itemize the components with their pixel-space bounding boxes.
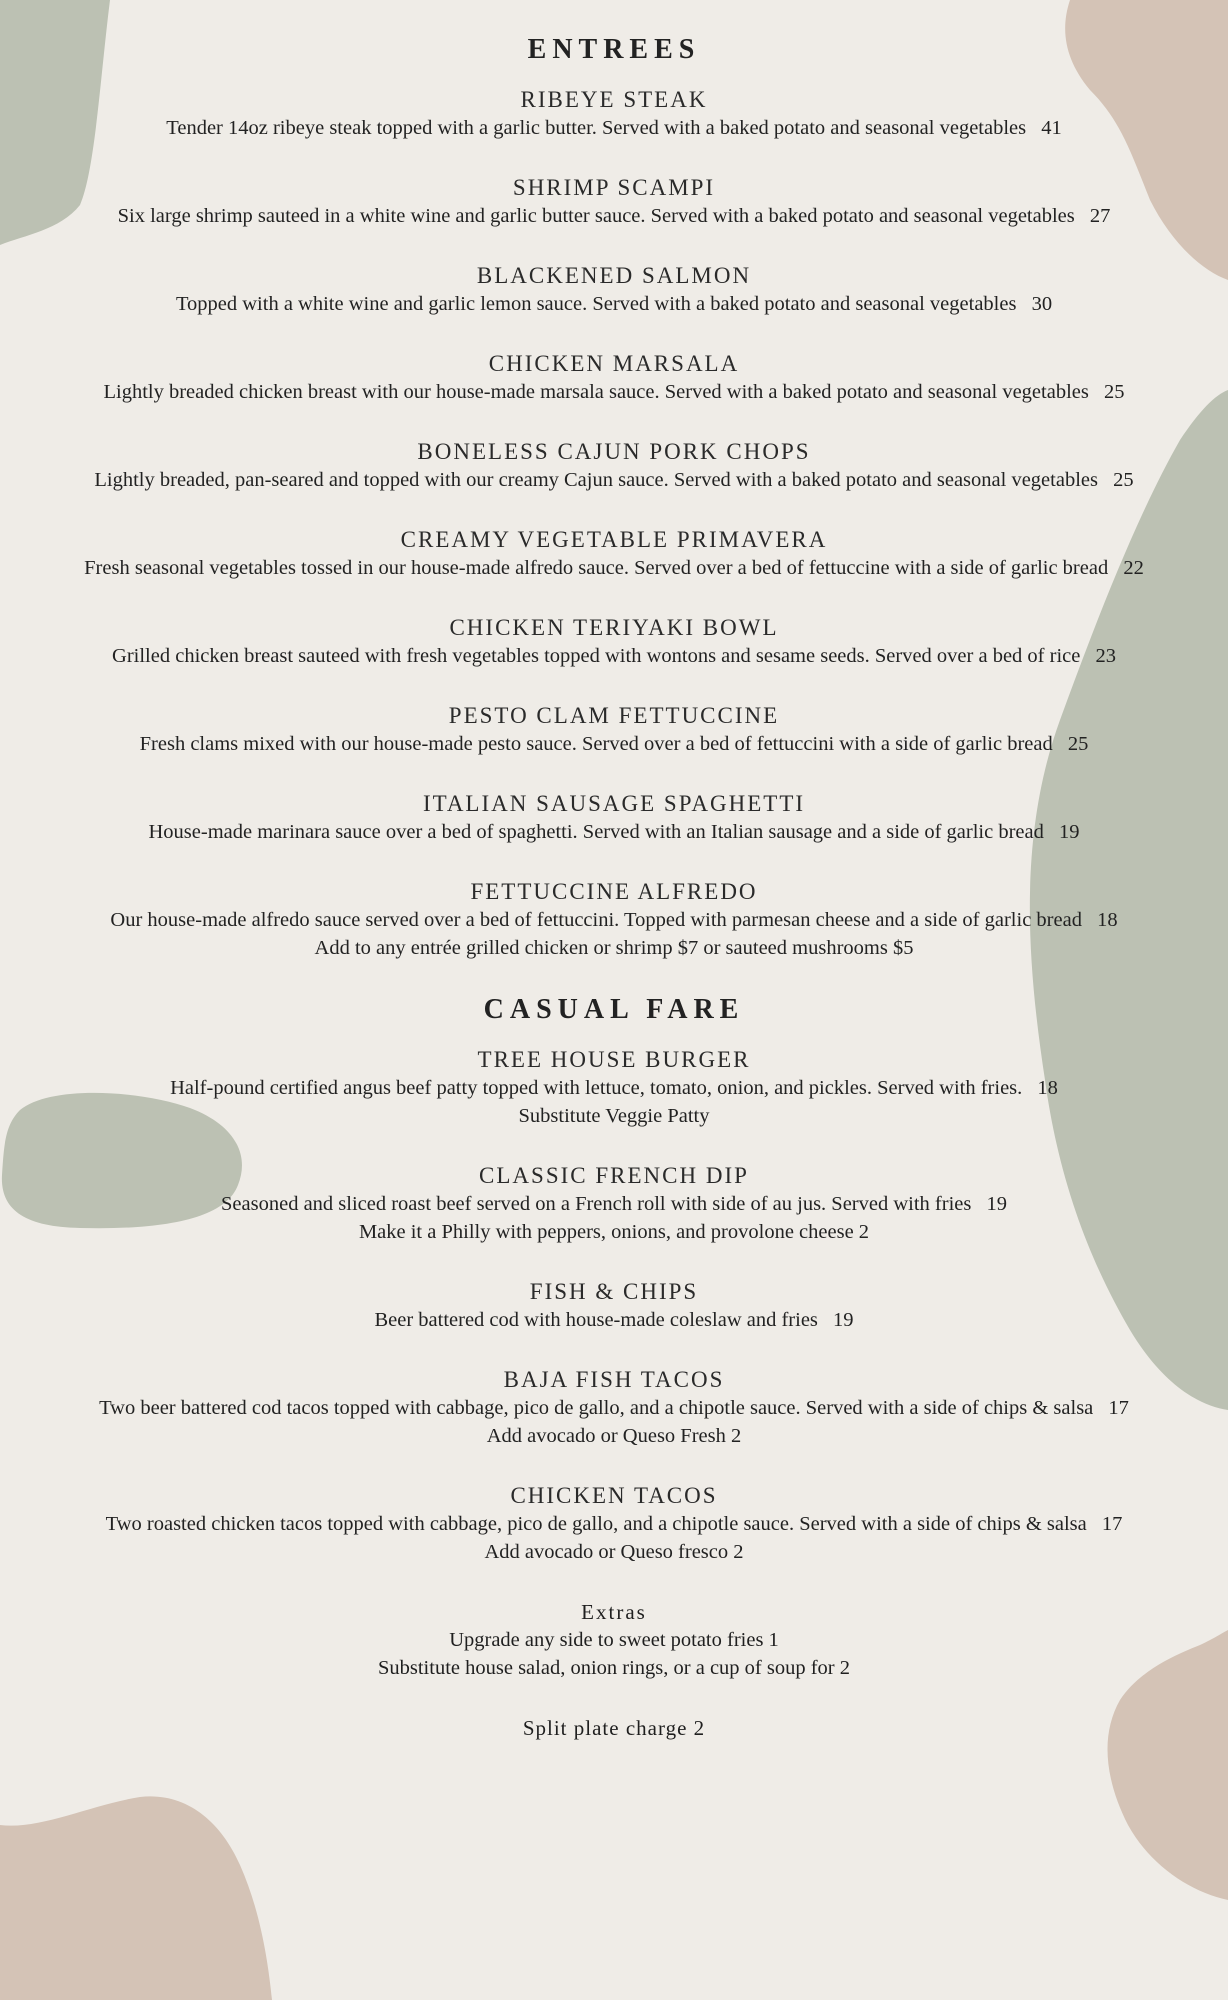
- menu-item: [40, 438, 1188, 494]
- menu-item: [40, 1366, 1188, 1450]
- menu-item: [40, 1046, 1188, 1130]
- menu-item-name: FISH & CHIPS: [529, 1279, 699, 1304]
- menu-item: [40, 790, 1188, 846]
- menu-item: [40, 1278, 1188, 1334]
- menu-item-description-text: Tender 14oz ribeye steak topped with a garlic butter. Served with a baked potato and seasonal vegetables: [166, 117, 1027, 139]
- menu-item-description-text: Two beer battered cod tacos topped with cabbage, pico de gallo, and a chipotle sauce. Served with a side of chips & salsa: [99, 1397, 1094, 1419]
- menu-item-name: FETTUCCINE ALFREDO: [470, 879, 758, 904]
- menu-item-description: [40, 1394, 1188, 1422]
- menu-item-add-on: Add to any entrée grilled chicken or shrimp $7 or sauteed mushrooms $5: [314, 937, 914, 959]
- menu-item-price: 22: [1123, 557, 1144, 579]
- menu-item-price: 19: [833, 1309, 854, 1331]
- menu-item-price: 18: [1037, 1077, 1058, 1099]
- casual-fare-list: [40, 1046, 1188, 1566]
- menu-item-description: [40, 554, 1188, 582]
- menu-item-name: CREAMY VEGETABLE PRIMAVERA: [400, 527, 828, 552]
- menu-item-description: [40, 906, 1188, 934]
- section-title: CASUAL FARE: [483, 994, 745, 1025]
- menu-item-description: [40, 1074, 1188, 1102]
- menu-item-add-on: Make it a Philly with peppers, onions, and provolone cheese 2: [358, 1221, 870, 1243]
- menu-item-description-text: Two roasted chicken tacos topped with cabbage, pico de gallo, and a chipotle sauce. Served with a side of chips & salsa: [105, 1513, 1087, 1535]
- section-title: ENTREES: [527, 34, 701, 65]
- menu-item-description-text: Fresh clams mixed with our house-made pesto sauce. Served over a bed of fettuccini with a side of garlic bread: [139, 733, 1053, 755]
- entrees-section: [40, 34, 1188, 962]
- menu-item-price: 23: [1095, 645, 1116, 667]
- menu-item-name: TREE HOUSE BURGER: [477, 1047, 751, 1072]
- menu-item-price: 18: [1097, 909, 1118, 931]
- menu-item-description-text: House-made marinara sauce over a bed of spaghetti. Served with an Italian sausage and a side of garlic bread: [148, 821, 1044, 843]
- menu-item: [40, 526, 1188, 582]
- menu-item: [40, 614, 1188, 670]
- menu-item-name: CHICKEN TACOS: [510, 1483, 718, 1508]
- extras-line: Substitute house salad, onion rings, or a cup of soup for 2: [377, 1657, 850, 1679]
- menu-item-description: [40, 1306, 1188, 1334]
- menu-item-price: 25: [1113, 469, 1134, 491]
- menu-item-add-on: Substitute Veggie Patty: [518, 1105, 710, 1127]
- menu-item-name: PESTO CLAM FETTUCCINE: [448, 703, 780, 728]
- menu-item: [40, 1162, 1188, 1246]
- menu-item-add-on: Add avocado or Queso Fresh 2: [486, 1425, 742, 1447]
- menu-item-name: BAJA FISH TACOS: [503, 1367, 725, 1392]
- menu-item-name: SHRIMP SCAMPI: [512, 175, 716, 200]
- menu-item: [40, 86, 1188, 142]
- menu-item-price: 41: [1041, 117, 1062, 139]
- menu-item-price: 25: [1103, 381, 1125, 403]
- menu: [40, 34, 1188, 1741]
- menu-item-description-text: Half-pound certified angus beef patty topped with lettuce, tomato, onion, and pickles. Served with fries.: [170, 1077, 1023, 1099]
- menu-item-description: [40, 818, 1188, 846]
- menu-item-add-on: Add avocado or Queso fresco 2: [484, 1541, 744, 1563]
- menu-item-description-text: Lightly breaded chicken breast with our house-made marsala sauce. Served with a baked potato and seasonal vegetables: [103, 381, 1089, 403]
- menu-item-name: BLACKENED SALMON: [476, 263, 752, 288]
- menu-item-description: [40, 730, 1188, 758]
- menu-item: [40, 350, 1188, 406]
- menu-item-name: CHICKEN TERIYAKI BOWL: [449, 615, 779, 640]
- menu-item-price: 19: [986, 1193, 1007, 1215]
- menu-item-description-text: Six large shrimp sauteed in a white wine and garlic butter sauce. Served with a baked potato and seasonal vegetables: [117, 205, 1075, 227]
- menu-item-name: ITALIAN SAUSAGE SPAGHETTI: [422, 791, 806, 816]
- menu-item: [40, 878, 1188, 962]
- extras-line: Upgrade any side to sweet potato fries 1: [449, 1629, 779, 1651]
- menu-item-description-text: Lightly breaded, pan-seared and topped with our creamy Cajun sauce. Served with a baked potato and seasonal vegetables: [94, 469, 1098, 491]
- menu-item-description: [40, 642, 1188, 670]
- menu-item: [40, 702, 1188, 758]
- menu-item-description: [40, 1190, 1188, 1218]
- menu-item-name: BONELESS CAJUN PORK CHOPS: [417, 439, 811, 464]
- casual-fare-section: [40, 994, 1188, 1566]
- menu-item-description: [40, 378, 1188, 406]
- menu-item-price: 30: [1031, 293, 1053, 315]
- menu-item-price: 19: [1059, 821, 1080, 843]
- menu-item-name: RIBEYE STEAK: [520, 87, 708, 112]
- menu-item-price: 25: [1067, 733, 1089, 755]
- menu-item-description-text: Our house-made alfredo sauce served over a bed of fettuccini. Topped with parmesan cheese and a side of garlic bread: [110, 909, 1082, 931]
- menu-item-description-text: Topped with a white wine and garlic lemon sauce. Served with a baked potato and seasonal vegetables: [175, 293, 1017, 315]
- menu-item-description-text: Beer battered cod with house-made coleslaw and fries: [374, 1309, 818, 1331]
- menu-item: [40, 1482, 1188, 1566]
- menu-item-description: [40, 114, 1188, 142]
- extras-section: [40, 1598, 1188, 1682]
- menu-item-name: CHICKEN MARSALA: [488, 351, 740, 376]
- menu-item-description-text: Fresh seasonal vegetables tossed in our house-made alfredo sauce. Served over a bed of fettuccine with a side of garlic bread: [84, 557, 1109, 579]
- menu-item-description: [40, 202, 1188, 230]
- entrees-list: [40, 86, 1188, 962]
- tan-blob-bottom-left: [0, 1795, 280, 2000]
- menu-item-price: 17: [1108, 1397, 1129, 1419]
- menu-item: [40, 174, 1188, 230]
- menu-item-description: [40, 1510, 1188, 1538]
- extras-title: Extras: [581, 1600, 647, 1624]
- menu-item-description: [40, 290, 1188, 318]
- menu-item-description-text: Grilled chicken breast sauteed with fresh vegetables topped with wontons and sesame seeds. Served over a bed of rice: [112, 645, 1081, 667]
- menu-item-description-text: Seasoned and sliced roast beef served on a French roll with side of au jus. Served with fries: [221, 1193, 972, 1215]
- split-plate-charge: Split plate charge 2: [522, 1716, 706, 1740]
- menu-item-description: [40, 466, 1188, 494]
- menu-item: [40, 262, 1188, 318]
- menu-item-price: 17: [1101, 1513, 1123, 1535]
- menu-item-price: 27: [1089, 205, 1111, 227]
- menu-item-name: CLASSIC FRENCH DIP: [479, 1163, 749, 1188]
